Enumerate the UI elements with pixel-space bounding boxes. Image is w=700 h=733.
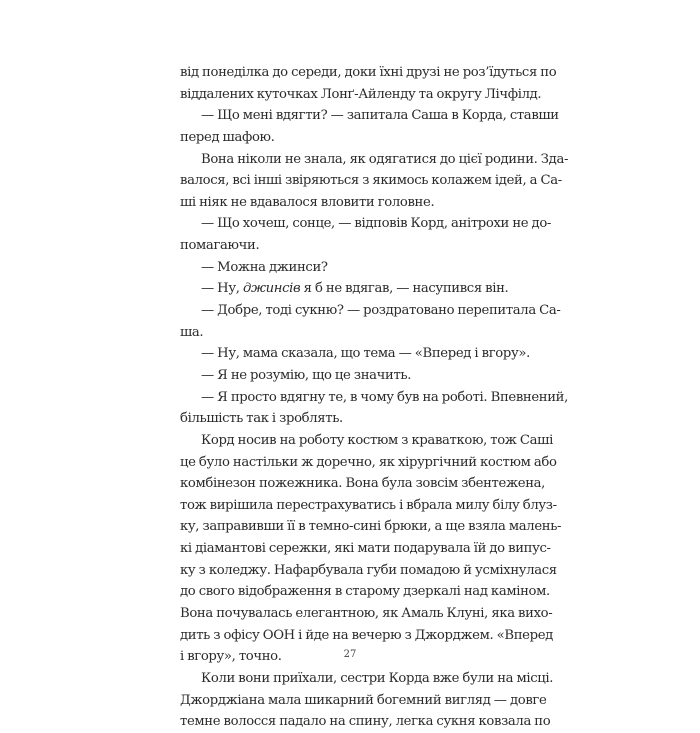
text-line: ку, заправивши її в темно-сині брюки, а ще взяла малень- [180, 519, 562, 535]
italic-word: джинсів [242, 281, 301, 297]
text-line: Вона ніколи не знала, як одягатися до цієї родини. Зда- [201, 151, 569, 167]
text-line: помагаючи. [180, 238, 260, 254]
text-line: дить з офісу ООН і йде на вечерю з Джорджем. «Вперед [180, 627, 553, 643]
text-line: перед шафою. [180, 129, 275, 145]
text-line: — Я просто вдягну те, в чому був на роботі. Впевнений, [201, 389, 568, 405]
text-line: тож вирішила перестрахуватись і вбрала милу білу блуз- [180, 497, 557, 513]
text-line: Корд носив на роботу костюм з краваткою, тож Саші [201, 432, 553, 448]
text-line: — Що мені вдягти? — запитала Саша в Корда, ставши [201, 108, 559, 124]
body-text [180, 62, 569, 733]
text-line: більшість так і зроблять. [180, 411, 343, 427]
text-line: до свого відображення в старому дзеркалі над каміном. [180, 584, 550, 600]
text-line: ша. [180, 324, 204, 340]
text-line: і вгору», точно. [180, 649, 282, 665]
text-line: це було настільки ж доречно, як хірургічний костюм або [180, 454, 557, 470]
page-number: 27 [343, 649, 357, 660]
text-line: — Ну, джинсів я б не вдягав, — насупився він. [201, 281, 509, 297]
text-line: — Можна джинси? [201, 259, 328, 275]
text-line: кі діамантові сережки, які мати подарувала їй до випус- [180, 541, 551, 557]
text-line: комбінезон пожежника. Вона була зовсім збентежена, [180, 476, 545, 492]
text-line: валося, всі інші звіряються з якимось колажем ідей, а Са- [180, 173, 562, 189]
text-line: — Що хочеш, сонце, — відповів Корд, анітрохи не до- [201, 216, 552, 232]
text-line: Коли вони приїхали, сестри Корда вже були на місці. [201, 670, 554, 686]
text-line: Джорджіана мала шикарний богемний вигляд — довге [180, 692, 547, 708]
text-line: ші ніяк не вдавалося вловити головне. [180, 194, 435, 210]
text-line: віддалених куточках Лонґ-Айленду та округу Лічфілд. [180, 86, 542, 102]
text-line: — Ну, мама сказала, що тема — «Вперед і вгору». [201, 346, 530, 362]
text-line: ку з коледжу. Нафарбувала губи помадою й усміхнулася [180, 562, 557, 578]
text-line: — Я не розумію, що це значить. [201, 367, 412, 383]
text-line: від понеділка до середи, доки їхні друзі не роз’їдуться по [180, 65, 557, 80]
text-line: Вона почувалась елегантною, як Амаль Клуні, яка вихо- [180, 606, 553, 622]
text-line: — Добре, тоді сукню? — роздратовано перепитала Са- [201, 303, 561, 319]
text-line: темне волосся падало на спину, легка сукня ковзала по [180, 714, 551, 730]
